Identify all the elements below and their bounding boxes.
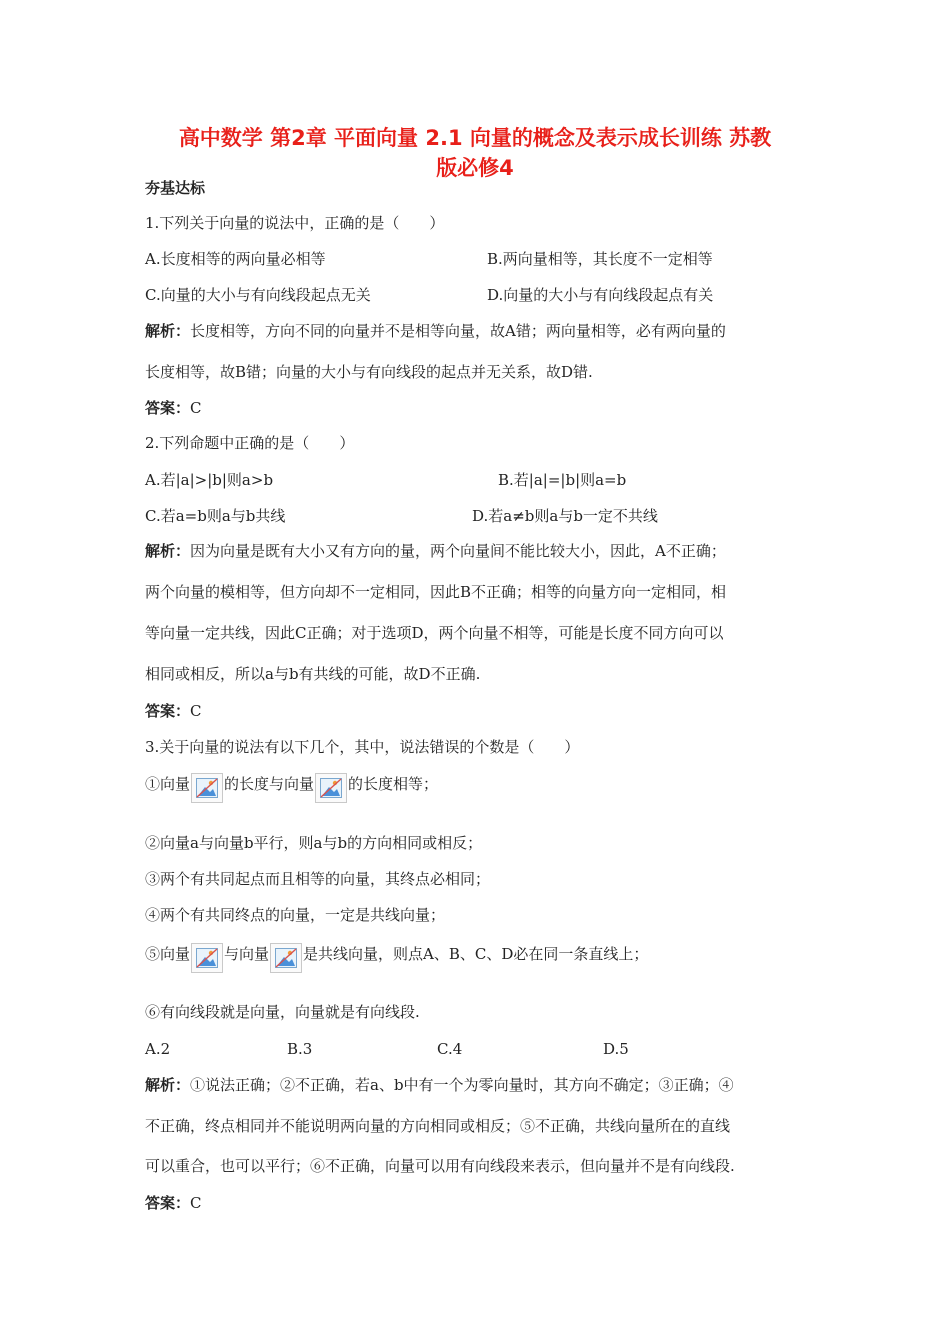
q2-answer: [145, 701, 202, 721]
q1-option-d: D.向量的大小与有向线段起点有关: [487, 286, 714, 304]
document-title-line-1: 高中数学 第2章 平面向量 2.1 向量的概念及表示成长训练 苏教: [178, 126, 772, 150]
q3-analysis-line-1: [145, 1075, 734, 1095]
q3-stem: 3.关于向量的说法有以下几个，其中，说法错误的个数是（ ）: [145, 738, 580, 756]
q2-stem: 2.下列命题中正确的是（ ）: [145, 434, 355, 452]
section-heading: 夯基达标: [145, 179, 206, 197]
q2-analysis-line-3: 等向量一定共线，因此C正确；对于选项D，两个向量不相等，可能是长度不同方向可以: [145, 624, 724, 642]
q3-statement-3: ③两个有共同起点而且相等的向量，其终点必相同；: [145, 870, 491, 888]
q1-analysis-text-1: 长度相等，方向不同的向量并不是相等向量，故A错；两向量相等，必有两向量的: [190, 322, 726, 340]
q3-statement-2: ②向量a与向量b平行，则a与b的方向相同或相反；: [145, 834, 483, 852]
q2-option-a: A.若|a|>|b|则a>b: [145, 471, 274, 489]
q2-analysis-label: 解析：: [145, 542, 191, 560]
q3-statement-1: [145, 773, 438, 803]
q3-answer-value: C: [190, 1194, 202, 1212]
q2-analysis-text-1: 因为向量是既有大小又有方向的量，两个向量间不能比较大小，因此，A不正确；: [190, 542, 726, 560]
q1-answer-value: C: [190, 399, 202, 417]
q2-analysis-line-2: 两个向量的模相等，但方向却不一定相同，因此B不正确；相等的向量方向一定相同，相: [145, 583, 727, 601]
q3-analysis-text-1: ①说法正确；②不正确，若a、b中有一个为零向量时，其方向不确定；③正确；④: [190, 1076, 734, 1094]
q2-analysis-line-4: 相同或相反，所以a与b有共线的可能，故D不正确.: [145, 665, 481, 683]
q1-analysis-line-1: [145, 321, 726, 341]
q1-option-c: C.向量的大小与有向线段起点无关: [145, 286, 371, 304]
q3-s5-part-c: 是共线向量，则点A、B、C、D必在同一条直线上；: [303, 945, 649, 963]
q3-s5-part-a: ⑤向量: [145, 945, 191, 963]
q3-analysis-line-3: 可以重合，也可以平行；⑥不正确，向量可以用有向线段来表示，但向量并不是有向线段.: [145, 1157, 735, 1175]
q3-option-d: D.5: [603, 1040, 629, 1058]
q2-option-c: C.若a=b则a与b共线: [145, 507, 286, 525]
q2-answer-label: 答案：: [145, 702, 191, 720]
q2-analysis-line-1: [145, 541, 726, 561]
q2-option-d: D.若a≠b则a与b一定不共线: [472, 507, 658, 525]
document-title-line-2: 版必修4: [436, 156, 514, 180]
broken-image-icon: [315, 773, 347, 803]
q3-option-a: A.2: [145, 1040, 171, 1058]
q1-answer: [145, 398, 202, 418]
q3-statement-6: ⑥有向线段就是向量，向量就是有向线段.: [145, 1003, 420, 1021]
q3-option-c: C.4: [437, 1040, 463, 1058]
q1-analysis-label: 解析：: [145, 322, 191, 340]
q3-statement-5: [145, 943, 648, 973]
broken-image-icon: [270, 943, 302, 973]
q3-s1-part-c: 的长度相等；: [348, 775, 439, 793]
q3-s5-part-b: 与向量: [224, 945, 270, 963]
q1-analysis-line-2: 长度相等，故B错；向量的大小与有向线段的起点并无关系，故D错.: [145, 363, 593, 381]
q3-s1-part-b: 的长度与向量: [224, 775, 315, 793]
broken-image-icon: [191, 943, 223, 973]
q2-answer-value: C: [190, 702, 202, 720]
q3-s1-part-a: ①向量: [145, 775, 191, 793]
q1-option-a: A.长度相等的两向量必相等: [145, 250, 326, 268]
q3-answer-label: 答案：: [145, 1194, 191, 1212]
broken-image-icon: [191, 773, 223, 803]
q3-option-b: B.3: [287, 1040, 313, 1058]
q3-analysis-line-2: 不正确，终点相同并不能说明两向量的方向相同或相反；⑤不正确，共线向量所在的直线: [145, 1117, 731, 1135]
q2-option-b: B.若|a|=|b|则a=b: [498, 471, 627, 489]
q3-answer: [145, 1193, 202, 1213]
q3-analysis-label: 解析：: [145, 1076, 191, 1094]
q1-option-b: B.两向量相等，其长度不一定相等: [487, 250, 713, 268]
q1-stem: 1.下列关于向量的说法中，正确的是（ ）: [145, 214, 445, 232]
q3-statement-4: ④两个有共同终点的向量，一定是共线向量；: [145, 906, 446, 924]
q1-answer-label: 答案：: [145, 399, 191, 417]
